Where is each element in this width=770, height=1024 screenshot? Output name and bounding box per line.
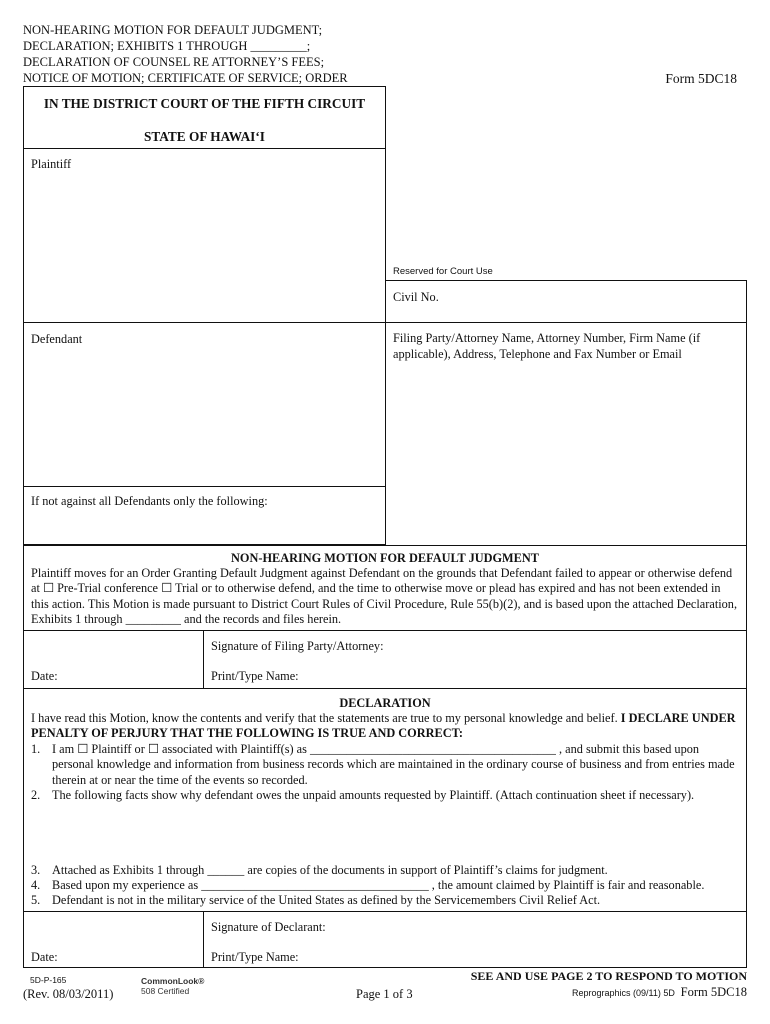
plaintiff-field[interactable]	[31, 184, 376, 322]
item-4-text: Based upon my experience as _____________________________________ , the amount claimed by Plaintiff is fair and reasonable.	[52, 878, 705, 892]
item-5-number: 5.	[31, 893, 41, 907]
form-number: Form 5DC18	[665, 71, 737, 86]
filing-party-label: Filing Party/Attorney Name, Attorney Number, Firm Name (if applicable), Address, Telephone and Fax Number or Email	[393, 331, 701, 361]
motion-signature-label: Signature of Filing Party/Attorney:	[211, 639, 384, 653]
state-name: STATE OF HAWAI‘I	[144, 129, 265, 144]
item-5-text: Defendant is not in the military service of the United States as defined by the Servicemembers Civil Relief Act.	[52, 893, 601, 907]
revision-date: (Rev. 08/03/2011)	[23, 987, 114, 1001]
declaration-date-label: Date:	[31, 950, 58, 964]
civil-no-label: Civil No.	[393, 290, 439, 304]
certified-label: 508 Certified	[141, 986, 190, 996]
declaration-heading: DECLARATION	[339, 696, 431, 710]
item-3-number: 3.	[31, 863, 41, 877]
motion-date-label: Date:	[31, 669, 58, 683]
declaration-print-name-label: Print/Type Name:	[211, 950, 299, 964]
item-2-number: 2.	[31, 788, 41, 802]
item-4-number: 4.	[31, 878, 41, 892]
item-3-text: Attached as Exhibits 1 through ______ are copies of the documents in support of Plaintiff’s claims for judgment.	[52, 863, 608, 877]
not-all-defendants-label: If not against all Defendants only the following:	[31, 494, 268, 508]
form-title-line-2: DECLARATION; EXHIBITS 1 THROUGH _________;	[23, 39, 311, 53]
declaration-intro: I have read this Motion, know the contents and verify that the statements are true to my personal knowledge and belief. I DECLARE UNDER PENALTY OF PERJURY THAT THE FOLLOWING IS TRUE AND CORRECT:	[31, 711, 736, 741]
associated-checkbox-icon[interactable]: ☐	[147, 742, 159, 756]
commonlook-logo: CommonLook®	[141, 976, 205, 986]
plaintiff-checkbox-icon[interactable]: ☐	[77, 742, 89, 756]
pretrial-checkbox-icon[interactable]: ☐	[42, 581, 54, 596]
form-title-line-3: DECLARATION OF COUNSEL RE ATTORNEY’S FEES;	[23, 55, 325, 69]
facts-field[interactable]	[52, 806, 740, 858]
trial-checkbox-icon[interactable]: ☐	[161, 581, 173, 596]
form-title-line-4: NOTICE OF MOTION; CERTIFICATE OF SERVICE; ORDER	[23, 71, 348, 85]
motion-print-name-label: Print/Type Name:	[211, 669, 299, 683]
page-number: Page 1 of 3	[356, 987, 413, 1001]
item-1-text: I am ☐ Plaintiff or ☐ associated with Plaintiff(s) as ________________________________________ , and submit this based upon personal knowledge and information from business records which are maintained in the ordinary course of business and from entries made therein at or near the time of the events so recorded.	[52, 742, 735, 787]
footer-form-number: Form 5DC18	[680, 985, 747, 999]
reprographics-label: Reprographics (09/11) 5D	[572, 988, 675, 998]
motion-heading: NON-HEARING MOTION FOR DEFAULT JUDGMENT	[231, 551, 539, 565]
defendant-label: Defendant	[31, 332, 83, 346]
filing-party-field[interactable]	[393, 370, 738, 535]
form-code: 5D-P-165	[30, 975, 67, 985]
see-page-2-note: SEE AND USE PAGE 2 TO RESPOND TO MOTION	[470, 969, 747, 983]
motion-body: Plaintiff moves for an Order Granting Default Judgment against Defendant on the grounds that Defendant failed to appear or otherwise defend at ☐ Pre-Trial conference ☐ Trial or to otherwise defend, and the time to otherwise move or plead has expired and has not been extended in this action. This Motion is made pursuant to District Court Rules of Civil Procedure, Rule 55(b)(2), and is based upon the attached Declaration, Exhibits 1 through _________ and the records and files herein.	[31, 566, 738, 626]
reserved-court-use-label: Reserved for Court Use	[393, 266, 493, 277]
defendant-field[interactable]	[31, 350, 376, 480]
declarant-signature-label: Signature of Declarant:	[211, 920, 326, 934]
court-name: IN THE DISTRICT COURT OF THE FIFTH CIRCUIT	[43, 96, 366, 111]
item-2-text: The following facts show why defendant owes the unpaid amounts requested by Plaintiff. (Attach continuation sheet if necessary).	[52, 788, 695, 802]
form-title-line-1: NON-HEARING MOTION FOR DEFAULT JUDGMENT;	[23, 23, 323, 37]
item-1-number: 1.	[31, 742, 41, 756]
plaintiff-label: Plaintiff	[31, 157, 72, 171]
